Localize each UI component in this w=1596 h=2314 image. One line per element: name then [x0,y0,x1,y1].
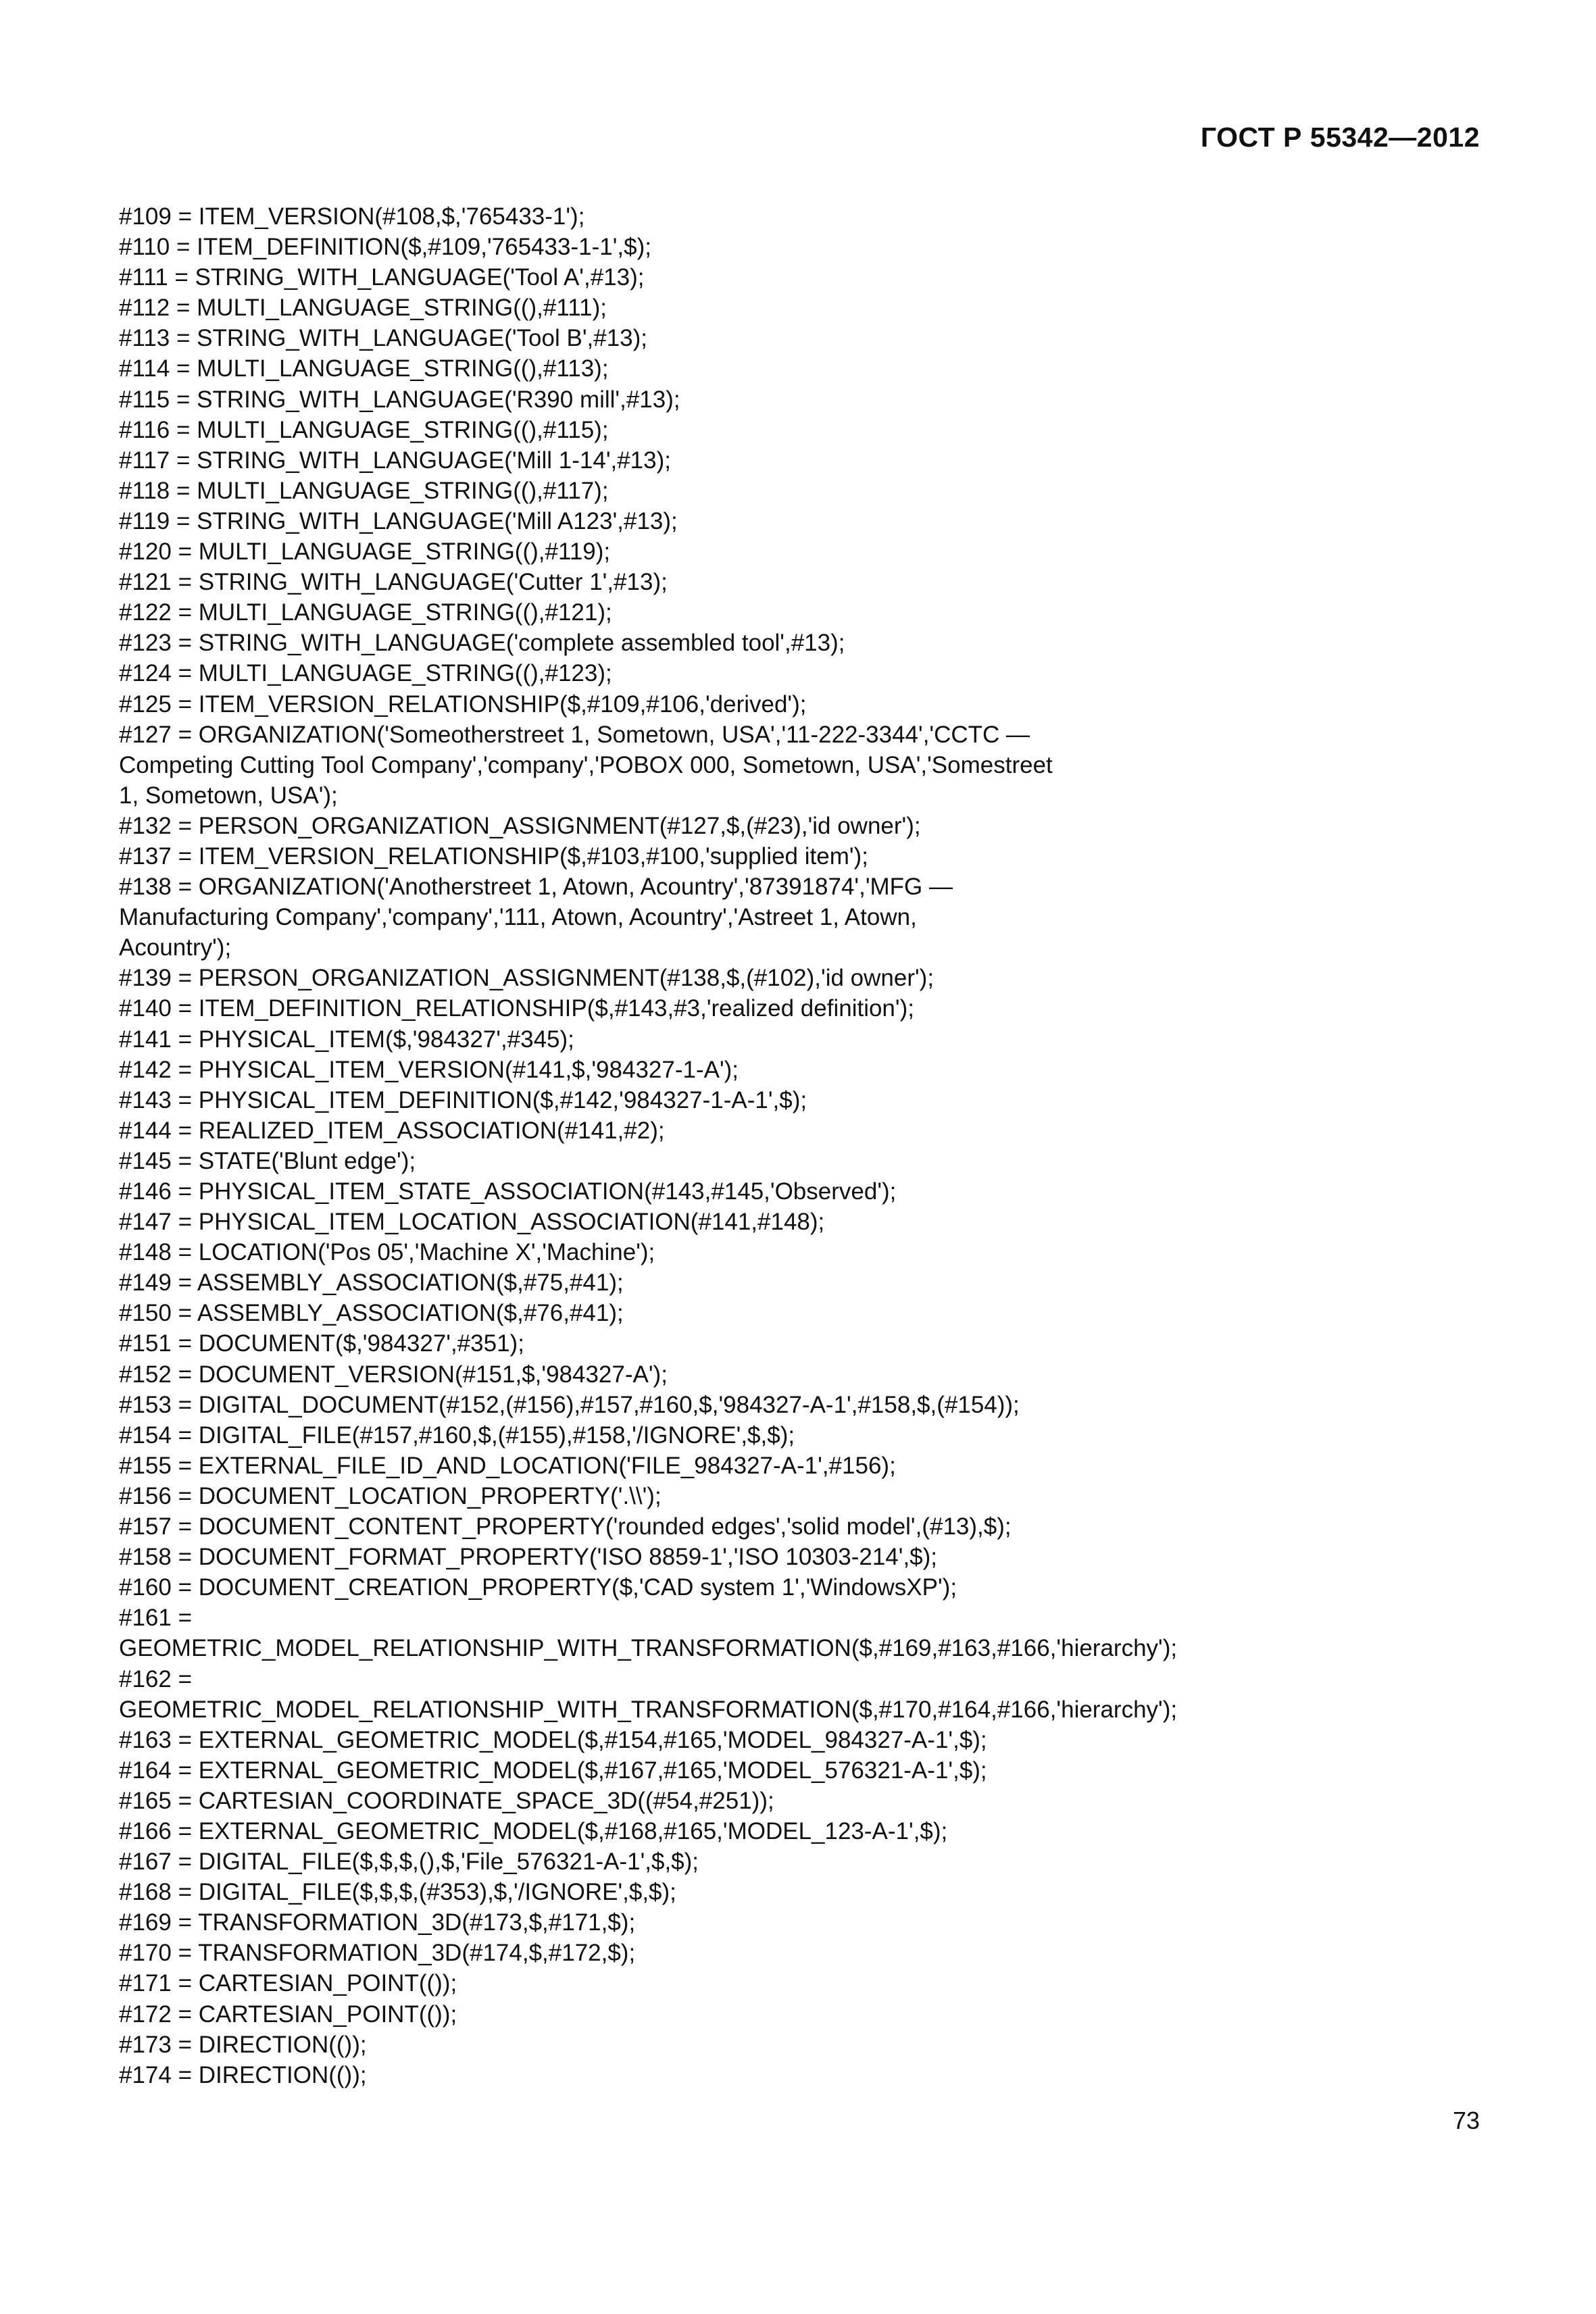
code-line: #113 = STRING_WITH_LANGUAGE('Tool B',#13); [119,325,648,352]
code-line: #160 = DOCUMENT_CREATION_PROPERTY($,'CAD system 1','WindowsXP'); [119,1574,957,1601]
code-line: #122 = MULTI_LANGUAGE_STRING((),#121); [119,599,612,626]
code-line: #153 = DIGITAL_DOCUMENT(#152,(#156),#157,#160,$,'984327-A-1',#158,$,(#154)); [119,1391,1020,1418]
code-line: #121 = STRING_WITH_LANGUAGE('Cutter 1',#13); [119,569,668,596]
code-line: #148 = LOCATION('Pos 05','Machine X','Machine'); [119,1239,655,1266]
code-line: #156 = DOCUMENT_LOCATION_PROPERTY('.\\'); [119,1482,662,1509]
code-line: #112 = MULTI_LANGUAGE_STRING((),#111); [119,295,607,322]
code-line: #168 = DIGITAL_FILE($,$,$,(#353),$,'/IGNORE',$,$); [119,1879,676,1906]
code-line: #163 = EXTERNAL_GEOMETRIC_MODEL($,#154,#165,'MODEL_984327-A-1',$); [119,1726,987,1753]
code-line: #118 = MULTI_LANGUAGE_STRING((),#117); [119,477,609,504]
code-line: #152 = DOCUMENT_VERSION(#151,$,'984327-A'); [119,1361,668,1388]
code-line: #137 = ITEM_VERSION_RELATIONSHIP($,#103,#100,'supplied item'); [119,842,868,870]
code-line: #138 = ORGANIZATION('Anotherstreet 1, Atown, Acountry','87391874','MFG — [119,874,953,901]
code-line: #146 = PHYSICAL_ITEM_STATE_ASSOCIATION(#143,#145,'Observed'); [119,1178,897,1205]
code-line: #141 = PHYSICAL_ITEM($,'984327',#345); [119,1026,574,1053]
standard-code-header: ГОСТ Р 55342—2012 [1200,122,1480,153]
code-line: #161 = [119,1605,193,1632]
code-line: #109 = ITEM_VERSION(#108,$,'765433-1'); [119,203,585,230]
code-line: GEOMETRIC_MODEL_RELATIONSHIP_WITH_TRANSFORMATION($,#170,#164,#166,'hierarchy'); [119,1696,1178,1723]
code-line: #127 = ORGANIZATION('Someotherstreet 1, Sometown, USA','11-222-3344','CCTC — [119,721,1030,748]
code-line: #119 = STRING_WITH_LANGUAGE('Mill A123',#13); [119,507,678,534]
code-line: #144 = REALIZED_ITEM_ASSOCIATION(#141,#2); [119,1117,665,1144]
code-line: #124 = MULTI_LANGUAGE_STRING((),#123); [119,660,612,687]
code-line: #114 = MULTI_LANGUAGE_STRING((),#113); [119,355,609,382]
code-line: #167 = DIGITAL_FILE($,$,$,(),$,'File_576321-A-1',$,$); [119,1848,699,1876]
code-line: 1, Sometown, USA'); [119,782,338,809]
code-line: #110 = ITEM_DEFINITION($,#109,'765433-1-1',$); [119,234,651,261]
code-line: #145 = STATE('Blunt edge'); [119,1147,416,1174]
code-line: GEOMETRIC_MODEL_RELATIONSHIP_WITH_TRANSFORMATION($,#169,#163,#166,'hierarchy'); [119,1635,1178,1662]
code-line: #166 = EXTERNAL_GEOMETRIC_MODEL($,#168,#165,'MODEL_123-A-1',$); [119,1817,948,1844]
code-line: Manufacturing Company','company','111, Atown, Acountry','Astreet 1, Atown, [119,904,917,931]
code-line: #154 = DIGITAL_FILE(#157,#160,$,(#155),#158,'/IGNORE',$,$); [119,1422,795,1449]
code-line: #117 = STRING_WITH_LANGUAGE('Mill 1-14',#13); [119,447,671,474]
code-line: Competing Cutting Tool Company','company','POBOX 000, Sometown, USA','Somestreet [119,751,1053,778]
code-line: #174 = DIRECTION(()); [119,2061,367,2088]
code-line: #158 = DOCUMENT_FORMAT_PROPERTY('ISO 8859-1','ISO 10303-214',$); [119,1544,938,1571]
code-line: #164 = EXTERNAL_GEOMETRIC_MODEL($,#167,#165,'MODEL_576321-A-1',$); [119,1757,987,1784]
code-line: #142 = PHYSICAL_ITEM_VERSION(#141,$,'984327-1-A'); [119,1056,739,1083]
code-line: #171 = CARTESIAN_POINT(()); [119,1970,457,1997]
code-line: #149 = ASSEMBLY_ASSOCIATION($,#75,#41); [119,1269,624,1297]
code-line: #132 = PERSON_ORGANIZATION_ASSIGNMENT(#127,$,(#23),'id owner'); [119,812,921,839]
code-line: Acountry'); [119,934,232,961]
code-line: #140 = ITEM_DEFINITION_RELATIONSHIP($,#143,#3,'realized definition'); [119,995,914,1022]
code-line: #115 = STRING_WITH_LANGUAGE('R390 mill',#13); [119,386,680,413]
code-line: #120 = MULTI_LANGUAGE_STRING((),#119); [119,538,611,565]
code-line: #125 = ITEM_VERSION_RELATIONSHIP($,#109,#106,'derived'); [119,690,807,718]
code-line: #150 = ASSEMBLY_ASSOCIATION($,#76,#41); [119,1300,624,1327]
code-line: #111 = STRING_WITH_LANGUAGE('Tool A',#13); [119,264,645,291]
code-line: #151 = DOCUMENT($,'984327',#351); [119,1330,524,1357]
code-line: #170 = TRANSFORMATION_3D(#174,$,#172,$); [119,1940,636,1967]
code-line: #147 = PHYSICAL_ITEM_LOCATION_ASSOCIATION(#141,#148); [119,1209,825,1236]
code-line: #173 = DIRECTION(()); [119,2031,367,2058]
step-file-listing [119,201,1464,2090]
code-line: #155 = EXTERNAL_FILE_ID_AND_LOCATION('FILE_984327-A-1',#156); [119,1452,896,1479]
code-line: #172 = CARTESIAN_POINT(()); [119,2001,457,2028]
code-line: #123 = STRING_WITH_LANGUAGE('complete assembled tool',#13); [119,630,845,657]
code-line: #162 = [119,1665,193,1692]
code-line: #143 = PHYSICAL_ITEM_DEFINITION($,#142,'984327-1-A-1',$); [119,1086,807,1113]
code-line: #116 = MULTI_LANGUAGE_STRING((),#115); [119,416,609,443]
code-line: #169 = TRANSFORMATION_3D(#173,$,#171,$); [119,1909,636,1936]
page-number: 73 [1452,2107,1480,2134]
code-line: #139 = PERSON_ORGANIZATION_ASSIGNMENT(#138,$,(#102),'id owner'); [119,965,934,992]
code-line: #165 = CARTESIAN_COORDINATE_SPACE_3D((#54,#251)); [119,1787,774,1814]
code-line: #157 = DOCUMENT_CONTENT_PROPERTY('rounded edges','solid model',(#13),$); [119,1513,1012,1540]
